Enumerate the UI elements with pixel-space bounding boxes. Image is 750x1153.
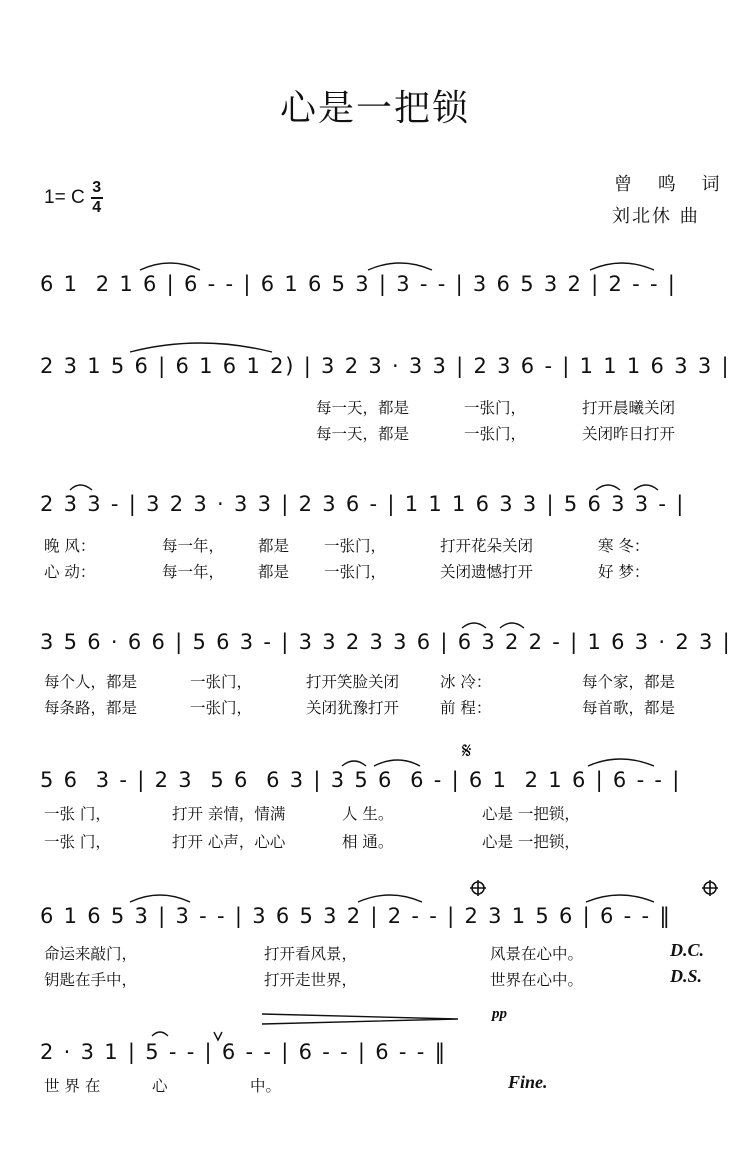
lyric-phrase: 一张门，	[190, 699, 253, 717]
lyric-phrase: 一张门，	[324, 563, 387, 581]
meter-top: 3	[92, 179, 102, 196]
lyric-phrase: 世 界 在	[44, 1077, 101, 1095]
lyric-phrase: 心是 一把锁，	[482, 833, 580, 851]
fine-mark: Fine.	[508, 1072, 548, 1092]
lyric-phrase: 一张门，	[464, 425, 527, 443]
slur-icon	[342, 761, 366, 766]
lyric-phrase: 晚 风：	[44, 537, 96, 555]
slur-icon	[130, 895, 190, 902]
lyric-phrase: 一张 门，	[44, 805, 111, 823]
slur-icon	[130, 343, 272, 352]
lyric-phrase: 一张门，	[324, 537, 387, 555]
lyric-phrase: 都是	[258, 563, 290, 581]
slur-icon	[588, 759, 654, 766]
slur-icon	[596, 485, 620, 490]
composer-credit: 刘北休 曲	[612, 206, 700, 227]
lyric-phrase: 打开看风景，	[264, 945, 358, 963]
lyric-phrase: 关闭犹豫打开	[306, 699, 400, 717]
slur-icon	[368, 263, 432, 270]
slur-icon	[462, 623, 486, 628]
lyric-phrase: 心 动：	[44, 563, 96, 581]
lyric-phrase: 心	[152, 1077, 168, 1095]
lyric-phrase: 心是 一把锁，	[482, 805, 580, 823]
lyric-phrase: 钥匙在手中，	[44, 971, 138, 989]
slur-icon	[500, 623, 524, 628]
coda-icon	[702, 880, 718, 896]
lyric-phrase: 打开花朵关闭	[440, 537, 534, 555]
lyric-phrase: 中。	[250, 1077, 282, 1095]
slur-icon	[634, 485, 658, 490]
key-label: 1= C	[44, 187, 85, 208]
lyric-phrase: 一张门，	[190, 673, 253, 691]
segno-icon: 𝄋	[462, 739, 472, 764]
crescendo-hairpin-icon	[262, 1014, 458, 1024]
lyric-phrase: 每一年，	[162, 563, 225, 581]
slur-icon	[358, 895, 422, 902]
lyric-phrase: 相 通。	[342, 833, 394, 851]
lyric-phrase: 每一年，	[162, 537, 225, 555]
lyric-phrase: 关闭昨日打开	[582, 425, 676, 443]
score-line-3: 2 3 3 - | 3 2 3 · 3 3 | 2 3 6 - | 1 1 1 6 3 3 | 5 6 3 3 - |	[40, 492, 686, 516]
score-line-4: 3 5 6 · 6 6 | 5 6 3 - | 3 3 2 3 3 6 | 6 3 2 2 - | 1 6 3 · 2 3 |	[40, 630, 732, 654]
meter-bottom: 4	[92, 199, 102, 216]
lyric-phrase: 风景在心中。	[490, 945, 584, 963]
lyric-phrase: 关闭遗憾打开	[440, 563, 534, 581]
lyric-phrase: 打开 亲情，情满	[172, 805, 286, 823]
slur-icon	[586, 895, 654, 902]
lyric-phrase: 好 梦：	[598, 563, 650, 581]
lyric-phrase: 打开晨曦关闭	[582, 399, 676, 417]
score-line-7: 2 · 3 1 | 5 - - | 6 - - | 6 - - | 6 - - ‖	[40, 1040, 447, 1064]
slur-icon	[70, 485, 92, 490]
lyric-phrase: 每个人，都是	[44, 673, 138, 691]
lyric-phrase: 人 生。	[342, 805, 394, 823]
lyric-phrase: 寒 冬：	[598, 537, 650, 555]
lyric-phrase: 一张门，	[464, 399, 527, 417]
slur-icon	[374, 760, 420, 766]
score-line-5: 5 6 3 - | 2 3 5 6 6 3 | 3 5 6 6 - | 6 1 2 1 6 | 6 - - |	[40, 768, 682, 792]
song-title: 心是一把锁	[279, 88, 470, 129]
score-line-2: 2 3 1 5 6 | 6 1 6 1 2) | 3 2 3 · 3 3 | 2 3 6 - | 1 1 1 6 3 3 |	[40, 354, 731, 378]
score-line-6: 6 1 6 5 3 | 3 - - | 3 6 5 3 2 | 2 - - | 2 3 1 5 6 | 6 - - ‖	[40, 904, 672, 928]
lyric-phrase: 一张 门，	[44, 833, 111, 851]
lyricist-credit: 曾 鸣 词	[614, 174, 730, 195]
score-line-1: 6 1 2 1 6 | 6 - - | 6 1 6 5 3 | 3 - - | 3 6 5 3 2 | 2 - - |	[40, 272, 677, 296]
slur-icon	[590, 263, 654, 270]
lyric-phrase: 冰 冷：	[440, 673, 492, 691]
lyric-phrase: 打开走世界，	[264, 971, 358, 989]
lyric-phrase: 每个家，都是	[582, 673, 676, 691]
lyric-phrase: 前 程：	[440, 699, 492, 717]
lyric-phrase: 每一天，都是	[316, 399, 410, 417]
slur-icon	[140, 263, 200, 270]
lyric-phrase: 世界在心中。	[490, 971, 584, 989]
fermata-icon	[152, 1032, 168, 1036]
lyric-phrase: 打开 心声，心心	[172, 833, 286, 851]
lyric-phrase: 每一天，都是	[316, 425, 410, 443]
dal-segno-mark: D.S.	[670, 966, 703, 986]
coda-icon	[470, 880, 486, 896]
lyric-phrase: 每首歌，都是	[582, 699, 676, 717]
lyric-phrase: 每条路，都是	[44, 699, 138, 717]
breath-mark-icon	[214, 1032, 222, 1040]
lyric-phrase: 打开笑脸关闭	[306, 673, 400, 691]
lyric-phrase: 命运来敲门，	[44, 945, 138, 963]
da-capo-mark: D.C.	[670, 940, 705, 960]
dynamic-pp: pp	[492, 1006, 507, 1022]
lyric-phrase: 都是	[258, 537, 290, 555]
